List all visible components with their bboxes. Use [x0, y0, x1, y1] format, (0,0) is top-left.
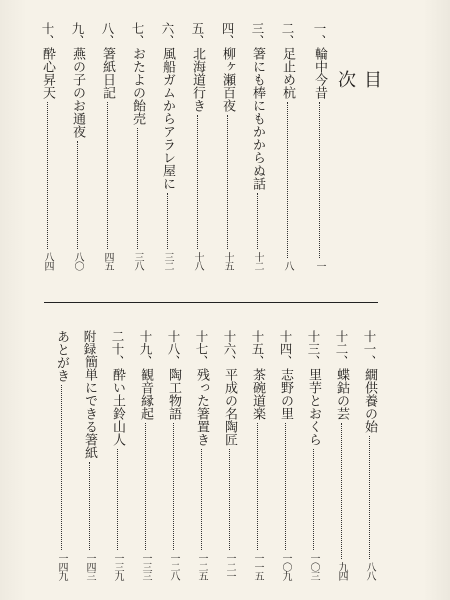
- entry-title: あとがき: [54, 330, 69, 382]
- entry-number: 十五、: [250, 330, 265, 368]
- toc-entry[interactable]: [158, 22, 176, 270]
- entry-number: 二、: [280, 22, 295, 47]
- entry-title: 箸紙日記: [100, 47, 115, 99]
- entry-title: 陶工物語: [166, 367, 181, 420]
- entry-page: 三八: [132, 252, 143, 270]
- toc-entry[interactable]: [128, 22, 146, 270]
- toc-entry[interactable]: [108, 330, 126, 580]
- leader-dots: [197, 115, 198, 249]
- entry-title: 酔い土鈴山人: [110, 367, 125, 446]
- leader-dots: [167, 193, 168, 249]
- toc-entry[interactable]: [192, 330, 210, 580]
- leader-dots: [341, 423, 342, 560]
- toc-entry[interactable]: [304, 330, 322, 580]
- leader-dots: [61, 385, 62, 550]
- entry-page: 一: [314, 261, 325, 270]
- entry-page: 八〇: [72, 252, 83, 270]
- entry-title: 茶碗道楽: [250, 367, 265, 420]
- entry-title: 志野の里: [278, 367, 293, 420]
- entry-title: 蝶鈷の芸: [334, 367, 349, 420]
- entry-page: 十五: [222, 252, 233, 270]
- leader-dots: [257, 193, 258, 249]
- toc-entry[interactable]: [276, 330, 294, 580]
- entry-title: 柳ヶ瀬百夜: [220, 47, 235, 112]
- entry-title: 平成の名陶匠: [222, 367, 237, 446]
- toc-entry[interactable]: [80, 330, 98, 580]
- toc-entry[interactable]: [68, 22, 86, 270]
- entry-page: 十八: [192, 252, 203, 270]
- leader-dots: [287, 102, 288, 258]
- entry-page: 八: [282, 261, 293, 270]
- leader-dots: [257, 423, 258, 551]
- entry-title: 簡単にできる箸紙: [82, 355, 97, 459]
- entry-page: 四五: [102, 252, 113, 270]
- toc-entry[interactable]: [248, 22, 266, 270]
- entry-number: 十、: [40, 22, 55, 47]
- entry-page: 八四: [42, 252, 53, 270]
- leader-dots: [145, 423, 146, 551]
- entry-title: 北海道行き: [190, 47, 205, 112]
- entry-number: 四、: [220, 22, 235, 47]
- leader-dots: [201, 449, 202, 551]
- entry-page: 一三九: [112, 553, 123, 580]
- toc-heading: 目 次: [335, 70, 382, 116]
- toc-entry[interactable]: [248, 330, 266, 580]
- leader-dots: [89, 462, 90, 550]
- entry-page: 一四三: [84, 553, 95, 580]
- entry-number: 三、: [250, 22, 265, 47]
- toc-entry[interactable]: [38, 22, 56, 270]
- entry-title: 観音縁起: [138, 367, 153, 420]
- entry-page: 一一五: [252, 553, 263, 580]
- entry-number: 十二、: [334, 330, 349, 368]
- leader-dots: [77, 141, 78, 249]
- entry-title: 残った箸置き: [194, 367, 209, 446]
- entry-page: 一〇九: [280, 553, 291, 580]
- leader-dots: [285, 423, 286, 551]
- toc-entry[interactable]: [188, 22, 206, 270]
- entry-number: 附録: [82, 330, 97, 355]
- entry-title: 里芋とおくら: [306, 367, 321, 446]
- leader-dots: [313, 449, 314, 551]
- toc-entry[interactable]: [220, 330, 238, 580]
- entry-number: 十三、: [306, 330, 321, 368]
- entry-page: 九四: [336, 562, 347, 580]
- entry-number: 八、: [100, 22, 115, 47]
- entry-number: 一、: [312, 22, 327, 47]
- entry-title: 風船ガムからアラレ屋に: [160, 47, 175, 190]
- toc-entry[interactable]: [310, 22, 328, 270]
- entry-title: 箸にも棒にもかからぬ話: [250, 47, 265, 190]
- toc-entry[interactable]: [360, 330, 378, 580]
- entry-page: 一二一: [224, 553, 235, 580]
- entry-number: 十一、: [362, 330, 377, 368]
- entry-number: 七、: [130, 22, 145, 47]
- entry-title: 繝供養の始: [362, 367, 377, 433]
- entry-page: 一〇三: [308, 553, 319, 580]
- entry-number: 十七、: [194, 330, 209, 368]
- entry-number: 十四、: [278, 330, 293, 368]
- entry-page: 八八: [364, 562, 375, 580]
- leader-dots: [47, 102, 48, 249]
- toc-entry[interactable]: [98, 22, 116, 270]
- leader-dots: [117, 449, 118, 551]
- entry-number: 十六、: [222, 330, 237, 368]
- entry-title: おたよの飴売: [130, 47, 145, 125]
- entry-title: 燕の子のお通夜: [70, 47, 85, 138]
- entry-number: 二十、: [110, 330, 125, 368]
- entry-number: 五、: [190, 22, 205, 47]
- toc-entry[interactable]: [164, 330, 182, 580]
- entry-page: 一二八: [168, 553, 179, 580]
- leader-dots: [137, 128, 138, 249]
- entry-number: 十九、: [138, 330, 153, 368]
- entry-number: 九、: [70, 22, 85, 47]
- entry-page: 十二: [252, 252, 263, 270]
- entry-page: 三二: [162, 252, 173, 270]
- leader-dots: [319, 102, 320, 258]
- entry-title: 輪中今昔: [312, 47, 327, 99]
- toc-entry[interactable]: [278, 22, 296, 270]
- section-divider: [44, 302, 378, 303]
- toc-entry[interactable]: [218, 22, 236, 270]
- entry-number: 十八、: [166, 330, 181, 368]
- entry-page: 一四九: [56, 553, 67, 580]
- entry-title: 酔心昇天: [40, 47, 55, 99]
- entry-page: 一二五: [196, 553, 207, 580]
- toc-entry[interactable]: [136, 330, 154, 580]
- toc-entry[interactable]: [52, 330, 70, 580]
- leader-dots: [107, 102, 108, 249]
- entry-number: 六、: [160, 22, 175, 47]
- leader-dots: [227, 115, 228, 249]
- leader-dots: [229, 449, 230, 551]
- toc-entry[interactable]: [332, 330, 350, 580]
- leader-dots: [173, 423, 174, 551]
- entry-title: 足止め杭: [280, 47, 295, 99]
- leader-dots: [369, 436, 370, 560]
- entry-page: 一三三: [140, 553, 151, 580]
